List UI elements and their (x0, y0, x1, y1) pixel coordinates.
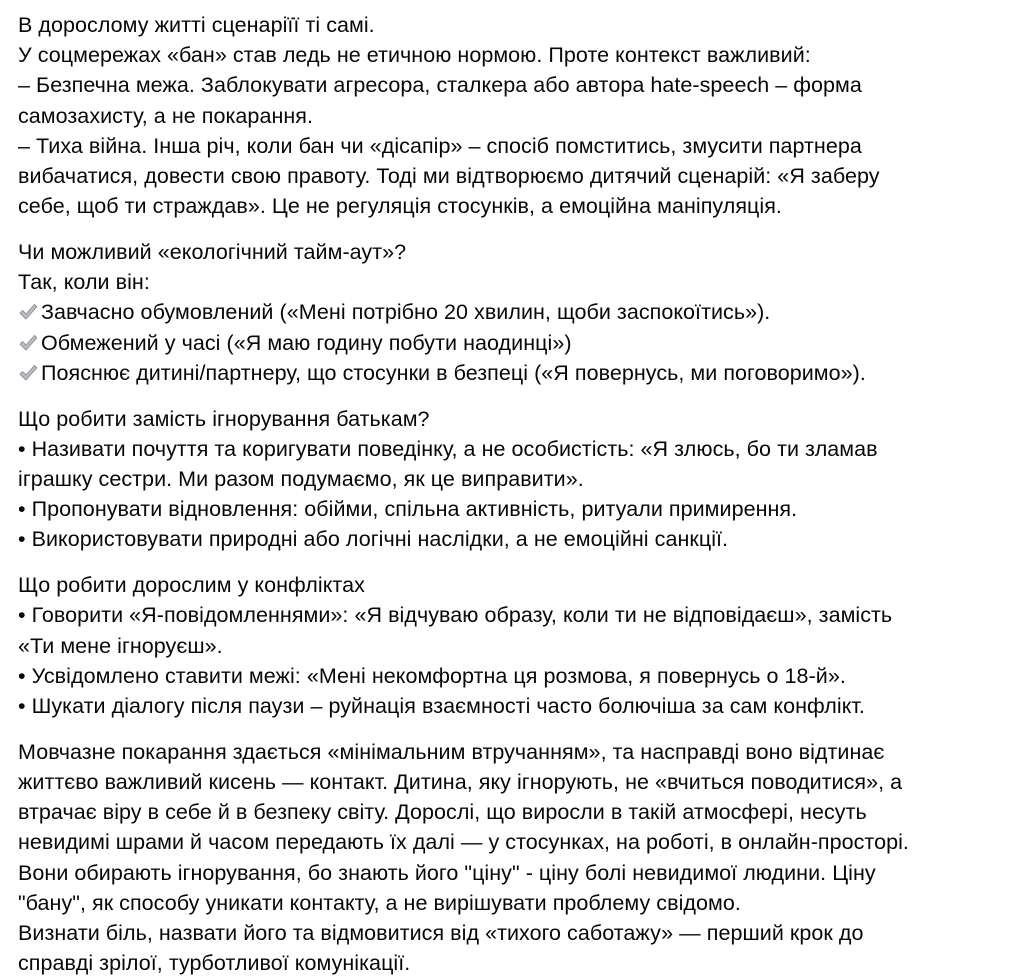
text-line: "бану", як способу уникати контакту, а не вирішувати проблему свідомо. (18, 890, 741, 915)
bullet-line: • Шукати діалогу після паузи – руйнація взаємності часто болючіша за сам конфлікт. (18, 694, 865, 719)
text-line: Визнати біль, назвати його та відмовитися від «тихого саботажу» — перший крок до (18, 921, 864, 946)
text-line: – Безпечна межа. Заблокувати агресора, сталкера або автора hate-speech – форма (18, 73, 862, 98)
paragraph-conclusion (18, 737, 994, 978)
text-line: Мовчазне покарання здається «мінімальним втручанням», та насправді воно відтинає (18, 739, 885, 764)
paragraph-parents (18, 404, 994, 555)
text-line: – Тиха війна. Інша річ, коли бан чи «дісапір» – спосіб помститись, змусити партнера (18, 133, 862, 158)
bullet-line: • Використовувати природні або логічні наслідки, а не емоційні санкції. (18, 527, 729, 552)
text-line: життєво важливий кисень — контакт. Дитина, яку ігнорують, не «вчиться поводитися», а (18, 770, 903, 795)
check-list-item (18, 358, 994, 388)
text-line: У соцмережах «бан» став ледь не етичною нормою. Проте контекст важливий: (18, 43, 811, 68)
text-line: Так, коли він: (18, 270, 150, 295)
heavy-check-mark-icon (18, 363, 38, 383)
heavy-check-mark-icon (18, 302, 38, 322)
bullet-line: • Називати почуття та коригувати поведінку, а не особистість: «Я злюсь, бо ти зламав (18, 436, 878, 461)
section-heading: Що робити дорослим у конфліктах (18, 573, 365, 598)
text-line: втрачає віру в себе й в безпеку світу. Дорослі, що виросли в такій атмосфері, несуть (18, 800, 867, 825)
bullet-line: • Говорити «Я-повідомленнями»: «Я відчуваю образу, коли ти не відповідаєш», замість (18, 603, 893, 628)
check-item-text: Пояснює дитині/партнеру, що стосунки в безпеці («Я повернусь, ми поговоримо»). (41, 360, 866, 385)
text-line: вибачатися, довести свою правоту. Тоді ми відтворюємо дитячий сценарій: «Я заберу (18, 164, 880, 189)
paragraph-adults-conflicts (18, 570, 994, 721)
paragraph-eco-timeout (18, 237, 994, 388)
text-line: іграшку сестри. Ми разом подумаємо, як це виправити». (18, 467, 584, 492)
text-line: В дорослому житті сценаріїї ті самі. (18, 13, 375, 37)
check-item-text: Обмежений у часі («Я маю годину побути наодинці») (41, 330, 572, 355)
paragraph-adult-scenarios (18, 10, 994, 221)
text-line: невидимі шрами й часом передають їх далі — у стосунках, на роботі, в онлайн-просторі. (18, 830, 909, 855)
text-line: «Ти мене ігноруєш». (18, 633, 223, 658)
section-heading: Чи можливий «екологічний тайм-аут»? (18, 240, 407, 265)
section-heading: Що робити замість ігнорування батькам? (18, 406, 430, 431)
text-line: Вони обирають ігнорування, бо знають його "ціну" - ціну болі невидимої людини. Ціну (18, 860, 876, 885)
bullet-line: • Усвідомлено ставити межі: «Мені некомфортна ця розмова, я повернусь о 18-й». (18, 663, 846, 688)
check-list-item (18, 328, 994, 358)
check-list-item (18, 297, 994, 327)
bullet-line: • Пропонувати відновлення: обійми, спільна активність, ритуали примирення. (18, 497, 798, 522)
text-line: себе, щоб ти страждав». Це не регуляція стосунків, а емоційна маніпуляція. (18, 194, 782, 219)
check-item-text: Завчасно обумовлений («Мені потрібно 20 хвилин, щоби заспокоїтись»). (41, 300, 771, 325)
text-line: справді зрілої, турботливої комунікації. (18, 951, 411, 976)
heavy-check-mark-icon (18, 333, 38, 353)
text-line: самозахисту, а не покарання. (18, 103, 314, 128)
